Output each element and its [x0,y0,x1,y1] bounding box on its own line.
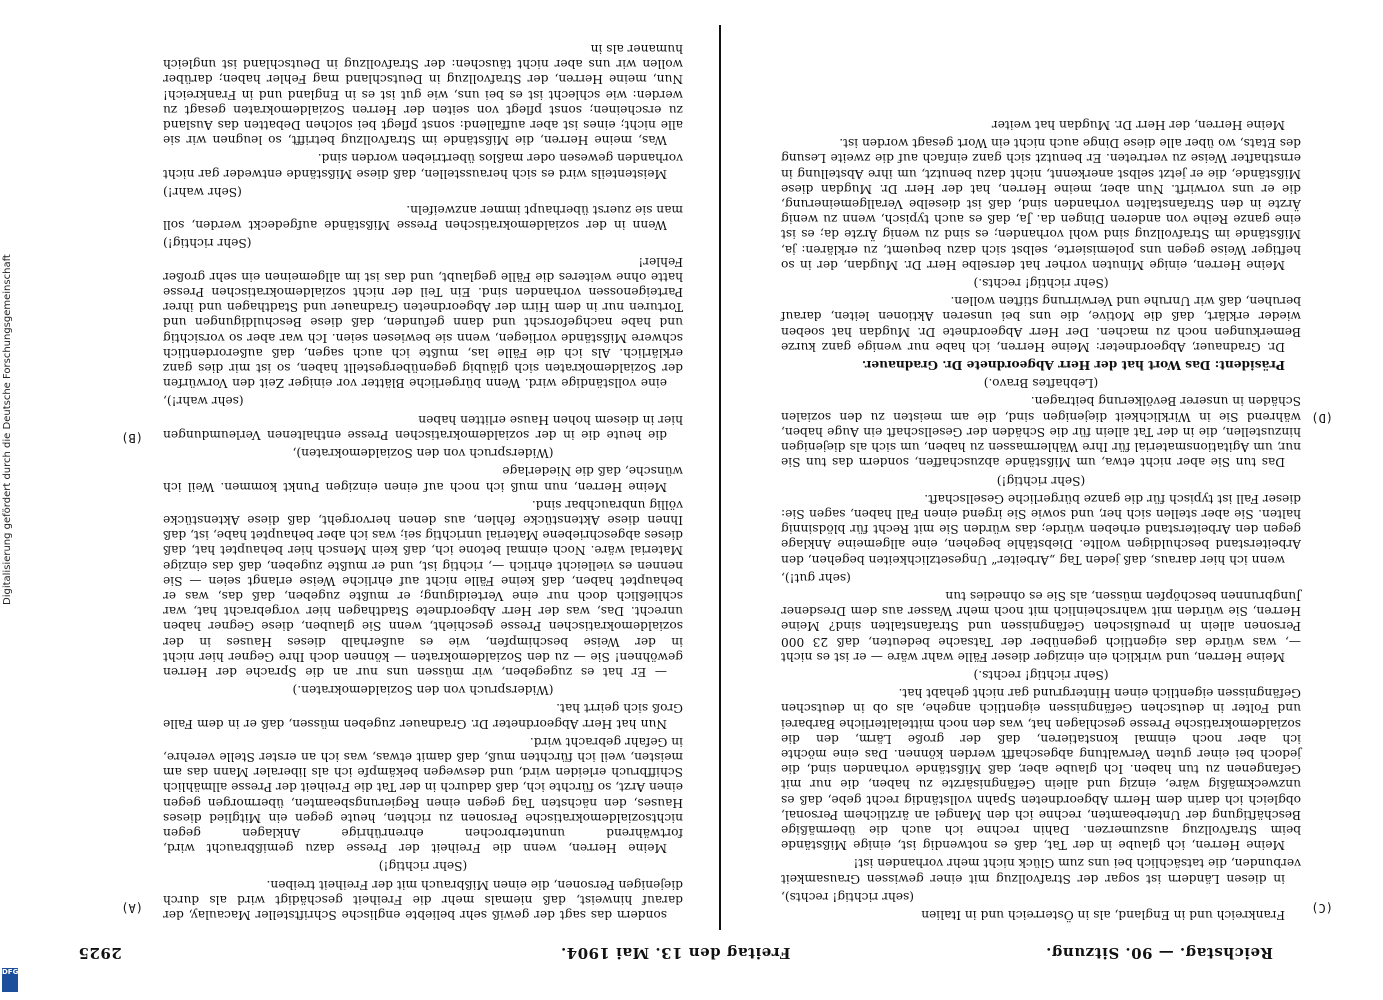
paragraph: Meine Herren, ich glaube in der Tat, daß es notwendig ist, einige Mißstände beim Strafvollzug auszumerzen. Dahin rechne ich auch die übermäßige Beschäftigung der Unterbeamten, rechne ich den Mangel an ärztlichem Personal, obgleich ich darin dem Herrn Abgeordneten Spahn vollständig recht gebe, daß es unzweckmäßig wäre, einzig und allein Gefängnisärzte zu haben, die nur mit Gefangenen zu tun haben. Ich glaube aber, daß Mißstände vorhanden sind, die jedoch bei einer guten Verwaltung abgeschafft werden können. Das eine möchte ich aber noch einmal konstatieren, daß der große Lärm, den die sozialdemokratische Presse geschlagen hat, was den noch mittelalterliche Barbarei und Folter in deutschen Gefängnissen eigentlich angehe, als ob in deutschen Gefängnissen eigentlich einen Hintergrund gar nicht gehabt hat. [781,686,1301,853]
paragraph: — Er hat es zugegeben, wir müssen uns nur an die Sprache der Herren gewöhnen! Sie — zu den Sozialdemokraten — können doch Ihre Gegner hier nicht in der Weise beschimpfen, wie es außerhalb dieses Hauses in der sozialdemokratischen Presse geschieht, wenn Sie glauben, diese Gegner haben unrecht. Das, was der Herr Abgeordnete Stadthagen hier vorgebracht hat, war schließlich doch nur eine Verteidigung; er mußte zugeben, daß das, was er behauptet haben, daß keine Fälle nicht auf ehrliche Weise erlangt seien — Sie nennen es vielleicht ehrlich —, richtig ist, und er mußte zugeben, daß das einzige Material wäre. Noch einmal betone ich, daß kein Mensch hier behauptet hat, daß dieses abgeschriebene Material unrichtig sei; was ich aber behauptet habe, ist, daß Ihnen diese Aktenstücke fehlen, aus denen hervorgeht, daß diese Aktenstücke völlig unbrauchbar sind. [163,497,683,679]
dfg-logo-icon: DFG [2,968,18,992]
interjection: (Sehr richtig!) [378,859,468,874]
paragraph: Das tun Sie aber nicht etwa, um Mißstände abzuschaffen, sondern das tun Sie nur, um Agitationsmaterial für Ihre Wählermassen zu haben, um sich als diejenigen hinzustellen, die in der Tat allein für die Schäden der Gesellschaft ein Auge haben, während Sie in Wirklichkeit diejenigen sind, die am meisten zu den sozialen Schäden in unserer Bevölkerung beitragen. [781,394,1301,470]
paragraph: Meistenteils wird es sich herausstellen, daß diese Mißstände entweder gar nicht vorhanden gewesen oder maßlos übertrieben worden sind. [163,151,683,181]
paragraph: Meine Herren, wenn die Freiheit der Presse dazu gemißbraucht wird, fortwährend ununterbrochen ehrenrührige Anklagen gegen nichtsozialdemokratische Personen zu richten, heute gegen ein Mitglied dieses Hauses, den nächsten Tag gegen einen Regierungsbeamten, übermorgen gegen einen Arzt, so fürchte ich, daß dadurch in der Tat die Freiheit der Presse allmählich Schiffbruch erleiden wird, und deswegen bekämpfe ich als liberaler Mann das am meisten, weil ich fürchten muß, daß damit etwas, was ich an erster Stelle verehre, in Gefahr gebracht wird. [163,734,683,856]
speaker-paragraph: Präsident: Das Wort hat der Herr Abgeordnete Dr. Gradnauer. [861,358,1285,373]
paragraph: Meine Herren, einige Minuten vorher hat derselbe Herr Dr. Mugdan, der in so heftiger Weise gegen uns polemisierte, selbst sich dazu bequemt, zu erklären: ja, Mißstände im Strafvollzug sind wohl vorhanden; es sind zu wenig Ärzte da; es ist eine ganze Reihe von anderen Dingen da. Ja, daß es auch typisch, wenn zu wenig Ärzte in den Strafanstalten vorhanden sind, daß ist dieselbe Verallgemeinerung, die er uns vorwirft. Nun aber, meine Herren, hat der Herr Dr. Mugdan diese Mißstände, die er jetzt selbst anerkennt, nicht dazu benutzt, um ihre Abstellung in ernsthafter Weise zu vertreten. Er benutzt sich ganz einfach auf die zweite Lesung des Etats, wo über alle diese Dinge auch nicht ein Wort gesagt worden ist. [781,136,1301,272]
speaker-paragraph: Dr. Gradnauer, Abgeordneter: Meine Herren, ich habe nur wenige ganz kurze Bemerkungen noch zu machen. Der Herr Abgeordnete Dr. Mugdan hat soeben wieder erklärt, daß die Motive, die uns bei unseren Aktionen leiten, darauf beruhen, daß wir Unruhe und Verwirrung stiften wollen. [781,294,1301,354]
paragraph: Meine Herren, nun muß ich noch auf einen einzigen Punkt kommen. Weil ich wünsche, daß die Niederlage [163,464,683,494]
running-head-center: Freitag den 13. Mai 1904. [560,944,791,962]
digitization-credit [0,0,22,1000]
paragraph: Meine Herren, und wirklich ein einziger dieser Fälle wahr wäre — er ist es nicht —, was würde das eigentlich gegenüber der Tatsache bedeuten, daß 23 000 Personen allein in preußischen Gefängnissen und Strafanstalten sind? Meine Herren, Sie würden mit wahrscheinlich mit noch mehr Wasser aus dem Dresdener Jungbrunnen beschöpfen müssen, als Sie es ohnedies tun [781,588,1301,664]
paragraph: eine vollständige wird. Wenn bürgerliche Blätter vor einiger Zeit den Vorwürfen der Sozialdemokraten sich gläubig gegenübergestellt haben, so ist mir dies ganz erklärlich. Als ich die Fälle las, mußte ich auch sagen, daß außerordentlich schwere Mißstände vorliegen, wenn sie bewiesen seien. Ich war aber so vorsichtig und habe nachgeforscht und dann gefunden, daß diese Beschuldigungen und Torturen nur in dem Hirn der Abgeordneten Gradnauer und Stadthagen und ihrer Parteigenossen vorhanden sind. Ein Teil der nicht sozialdemokratischen Presse hatte ohne weiteres die Fälle geglaubt, und das ist im allgemeinen ein sehr großer Fehler! [163,254,683,391]
interjection: (Widerspruch von den Sozialdemokraten.) [292,683,554,698]
interjection: (Sehr richtig!) [996,473,1086,488]
page-number: 2925 [78,944,122,962]
margin-marker-b: (B) [121,431,143,445]
interjection: (Sehr richtig!) [163,236,252,251]
interjection: (Lebhaftes Bravo.) [983,376,1099,391]
interjection: (Sehr richtig! rechts.) [973,667,1109,682]
paragraph: Wenn in der sozialdemokratischen Presse Mißstände aufgedeckt werden, soll man sie zuerst überhaupt immer anzweifeln. [163,203,683,233]
running-head-left: Reichstag. — 90. Sitzung. [1045,944,1273,962]
paragraph: Was, meine Herren, die Mißstände im Strafvollzug betrifft, so leugnen wir sie alle nicht; eines ist aber auffallend: sonst pflegt bei solchen Debatten das Ausland zu erscheinen; sonst pflegt von seiten der Herren Sozialdemokraten gesagt zu werden: wie schlecht ist es bei uns, wie gut ist es in England und in Frankreich! Nun, meine Herren, der Strafvollzug in Deutschland mag Fehler haben; darüber wollen wir uns aber nicht täuschen: der Strafvollzug in Deutschland ist ungleich humaner als in [163,42,683,148]
interjection: (Widerspruch von den Sozialdemokraten), [292,446,554,461]
interjection: (sehr richtig! rechts), [781,889,915,904]
interjection: (Sehr richtig! rechts.) [973,276,1109,291]
paragraph: in diesen Ländern ist sogar der Strafvollzug mit einer gewissen Grausamkeit verbunden, die tatsächlich bei uns zum Glück nicht mehr vorhanden ist! [781,856,1301,886]
running-head [78,934,1273,962]
paragraph: wenn ich hier daraus, daß jeden Tag „Arbeiter“ Ungesetzlichkeiten begehen, den Arbeiterstand beschuldigen wollte. Diebstähle begehen, eine allgemeine Anklage gegen den Arbeiterstand erheben würde; das würden Sie mit Recht für blödsinnig halten. Sie aber stellen sich her, und sowie Sie irgend einen Fall haben, sagen Sie: dieser Fall ist typisch für die ganze bürgerliche Gesellschaft. [781,491,1301,567]
paragraph: Nun hat Herr Abgeordneter Dr. Gradnauer zugeben müssen, daß er in dem Falle Groß sich geirrt hat. [163,701,683,731]
interjection: (sehr gut!), [781,570,851,585]
paragraph: die heute die in der sozialdemokratischen Presse enthaltenen Verleumdungen hier in diesem hohen Hause erlitten haben [163,412,683,442]
paragraph: Frankreich und in England, als in Österreich und in Italien [921,908,1285,922]
margin-marker-d: (D) [1311,411,1333,425]
paragraph: Meine Herren, der Herr Dr. Mugdan hat weiter [991,118,1285,133]
margin-marker-c: (C) [1311,901,1333,915]
funding-note: Digitalisierung gefördert durch die Deutsche Forschungsgemeinschaft [2,254,13,605]
paragraph: sondern das sagt der gewiß sehr beliebte englische Schriftsteller Macaulay, der darauf hinweist, daß niemals mehr die Freiheit geschädigt wird als durch diejenigen Personen, die einen Mißbrauch mit der Freiheit treiben. [163,877,683,922]
column-right-page [781,52,1301,922]
interjection: (sehr wahr!), [163,394,244,409]
column-left-page [163,42,683,922]
margin-marker-a: (A) [121,901,143,915]
column-divider [719,25,721,930]
interjection: (Sehr wahr!) [163,184,242,199]
